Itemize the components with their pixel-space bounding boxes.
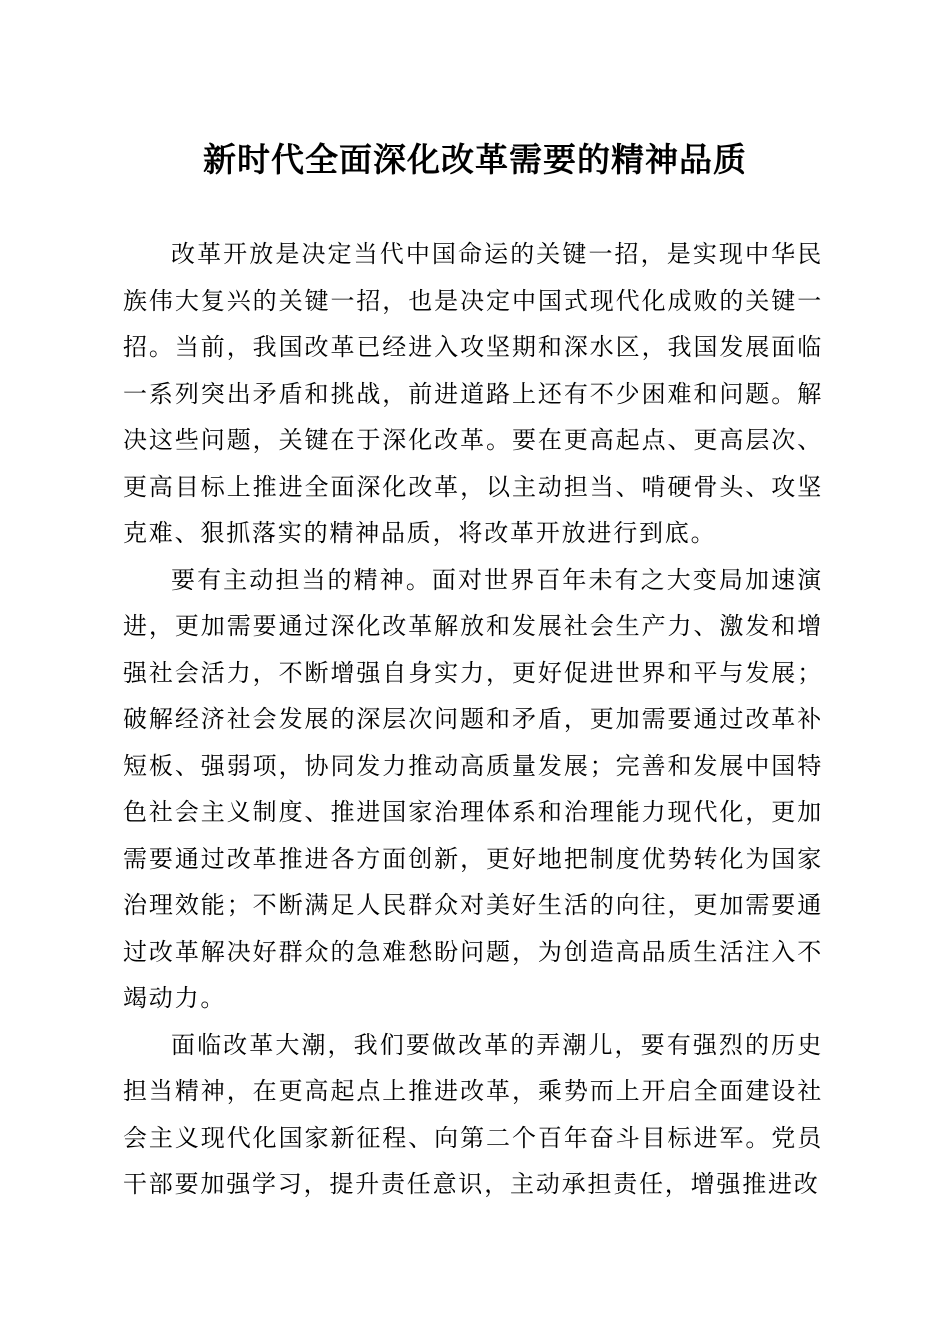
paragraph: 改革开放是决定当代中国命运的关键一招，是实现中华民族伟大复兴的关键一招，也是决定中国式现代化成败的关键一招。当前，我国改革已经进入攻坚期和深水区，我国发展面临一系列突出矛盾和挑战，前进道路上还有不少困难和问题。解决这些问题，关键在于深化改革。要在更高起点、更高层次、更高目标上推进全面深化改革，以主动担当、啃硬骨头、攻坚克难、狠抓落实的精神品质，将改革开放进行到底。: [123, 240, 823, 547]
document-body: [123, 231, 823, 1208]
paragraph: 面临改革大潮，我们要做改革的弄潮儿，要有强烈的历史担当精神，在更高起点上推进改革，乘势而上开启全面建设社会主义现代化国家新征程、向第二个百年奋斗目标进军。党员干部要加强学习，提升责任意识，主动承担责任，增强推进改: [123, 1030, 823, 1198]
document-title: 新时代全面深化改革需要的精神品质: [203, 140, 747, 179]
paragraph: 要有主动担当的精神。面对世界百年未有之大变局加速演进，更加需要通过深化改革解放和发展社会生产力、激发和增强社会活力，不断增强自身实力，更好促进世界和平与发展；破解经济社会发展的深层次问题和矛盾，更加需要通过改革补短板、强弱项，协同发力推动高质量发展；完善和发展中国特色社会主义制度、推进国家治理体系和治理能力现代化，更加需要通过改革推进各方面创新，更好地把制度优势转化为国家治理效能；不断满足人民群众对美好生活的向往，更加需要通过改革解决好群众的急难愁盼问题，为创造高品质生活注入不竭动力。: [123, 565, 823, 1012]
